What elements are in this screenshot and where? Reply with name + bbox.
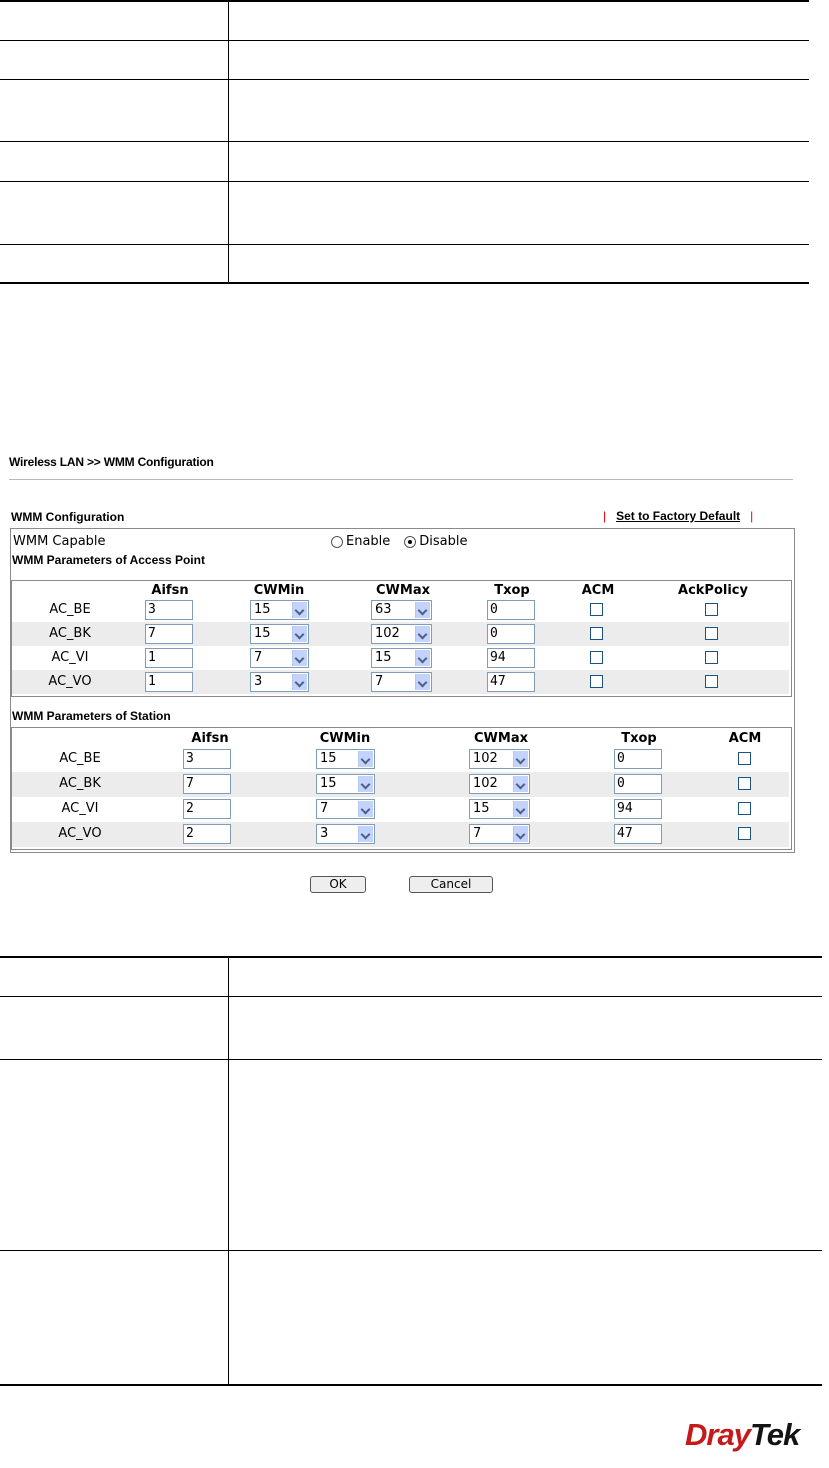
select-value: 7	[320, 801, 329, 816]
sta-cwmin-select[interactable]	[316, 774, 375, 794]
sta-aifsn-input[interactable]: 2	[183, 799, 231, 819]
ap-row-label: AC_BE	[49, 602, 91, 617]
title-divider	[9, 479, 793, 480]
ap-acm-checkbox[interactable]	[590, 603, 603, 616]
select-value: 7	[473, 826, 482, 841]
ap-acm-checkbox[interactable]	[590, 675, 603, 688]
select-value: 15	[375, 650, 392, 665]
enable-radio[interactable]	[331, 536, 343, 548]
sta-row-label: AC_BE	[59, 751, 101, 766]
sta-txop-input[interactable]: 47	[614, 824, 662, 844]
table-row	[12, 747, 789, 772]
ap-cwmax-select[interactable]	[371, 600, 432, 620]
chevron-down-icon[interactable]	[292, 674, 307, 690]
table-rule	[0, 40, 809, 41]
ap-row-label: AC_VO	[48, 674, 92, 689]
ap-cwmax-select[interactable]	[371, 648, 432, 668]
wmm-configuration-screen	[0, 450, 829, 910]
chevron-down-icon[interactable]	[358, 826, 373, 842]
select-value: 3	[254, 674, 263, 689]
ap-ackpolicy-checkbox[interactable]	[705, 675, 718, 688]
sta-header-acm: ACM	[728, 731, 762, 746]
chevron-down-icon[interactable]	[513, 751, 528, 767]
page-title: Wireless LAN >> WMM Configuration	[9, 455, 214, 469]
table-row	[12, 772, 789, 797]
ap-acm-checkbox[interactable]	[590, 651, 603, 664]
table-rule	[0, 1250, 822, 1251]
sta-row-label: AC_BK	[59, 776, 101, 791]
sta-aifsn-input[interactable]: 2	[183, 824, 231, 844]
select-value: 15	[320, 776, 337, 791]
chevron-down-icon[interactable]	[358, 776, 373, 792]
sta-header-txop: Txop	[621, 731, 657, 746]
sta-acm-checkbox[interactable]	[738, 827, 751, 840]
ap-cwmin-select[interactable]	[250, 672, 309, 692]
cancel-button[interactable]: Cancel	[409, 876, 493, 893]
ap-cwmin-select[interactable]	[250, 600, 309, 620]
table-rule	[0, 79, 809, 80]
chevron-down-icon[interactable]	[358, 801, 373, 817]
logo-part-dray: Dray	[685, 1417, 750, 1452]
disable-radio[interactable]	[404, 536, 416, 548]
set-factory-default-link[interactable]: Set to Factory Default	[616, 509, 741, 523]
separator: |	[603, 509, 607, 523]
sta-row-label: AC_VO	[58, 826, 102, 841]
ap-aifsn-input[interactable]: 1	[145, 648, 193, 668]
sta-acm-checkbox[interactable]	[738, 752, 751, 765]
ap-header-cwmax: CWMax	[376, 583, 430, 598]
access-point-title: WMM Parameters of Access Point	[12, 553, 205, 567]
disable-radio-label[interactable]: Disable	[419, 534, 468, 549]
wmm-capable-radio-group	[331, 534, 482, 549]
table-rule	[0, 282, 809, 284]
chevron-down-icon[interactable]	[415, 626, 430, 642]
ap-cwmin-select[interactable]	[250, 648, 309, 668]
ap-header-aifsn: Aifsn	[151, 583, 189, 598]
sta-cwmax-select[interactable]	[469, 749, 530, 769]
ap-header-acm: ACM	[581, 583, 615, 598]
ap-header-ackpolicy: AckPolicy	[678, 583, 748, 598]
factory-default-area	[603, 509, 753, 523]
table-row	[12, 797, 789, 822]
select-value: 15	[473, 801, 490, 816]
draytek-logo	[685, 1417, 799, 1453]
table-rule	[0, 996, 822, 997]
ap-cwmax-select[interactable]	[371, 672, 432, 692]
ap-header-txop: Txop	[494, 583, 530, 598]
ap-row-label: AC_VI	[51, 650, 89, 665]
sta-cwmax-select[interactable]	[469, 774, 530, 794]
table-row	[12, 822, 789, 847]
select-value: 3	[320, 826, 329, 841]
logo-part-tek: Tek	[749, 1417, 800, 1452]
ap-txop-input[interactable]: 47	[487, 672, 535, 692]
ap-txop-input[interactable]: 94	[487, 648, 535, 668]
sta-acm-checkbox[interactable]	[738, 777, 751, 790]
sta-txop-input[interactable]: 94	[614, 799, 662, 819]
chevron-down-icon[interactable]	[415, 674, 430, 690]
ap-cwmin-select[interactable]	[250, 624, 309, 644]
ap-aifsn-input[interactable]: 3	[145, 600, 193, 620]
enable-radio-label[interactable]: Enable	[346, 534, 391, 549]
sta-acm-checkbox[interactable]	[738, 802, 751, 815]
select-value: 102	[473, 776, 498, 791]
chevron-down-icon[interactable]	[415, 602, 430, 618]
ap-cwmax-select[interactable]	[371, 624, 432, 644]
sta-header-aifsn: Aifsn	[191, 731, 229, 746]
sta-cwmin-select[interactable]	[316, 799, 375, 819]
table-rule	[0, 1059, 822, 1060]
ap-ackpolicy-checkbox[interactable]	[705, 627, 718, 640]
table-rule	[0, 1384, 822, 1386]
table-rule	[0, 244, 809, 245]
chevron-down-icon[interactable]	[358, 751, 373, 767]
sta-header-cwmax: CWMax	[474, 731, 528, 746]
ap-header-cwmin: CWMin	[253, 583, 305, 598]
select-value: 15	[320, 751, 337, 766]
select-value: 63	[375, 602, 392, 617]
ap-aifsn-input[interactable]: 7	[145, 624, 193, 644]
sta-cwmin-select[interactable]	[316, 824, 375, 844]
sta-txop-input[interactable]: 0	[614, 774, 662, 794]
ap-ackpolicy-checkbox[interactable]	[705, 651, 718, 664]
table-rule	[0, 0, 809, 2]
sta-cwmax-select[interactable]	[469, 799, 530, 819]
select-value: 102	[375, 626, 400, 641]
station-title: WMM Parameters of Station	[12, 709, 171, 723]
table-column-divider	[228, 956, 229, 1386]
top-description-table	[0, 0, 809, 284]
ok-button[interactable]: OK	[310, 876, 366, 893]
ap-ackpolicy-checkbox[interactable]	[705, 603, 718, 616]
sta-aifsn-input[interactable]: 7	[183, 774, 231, 794]
sta-aifsn-input[interactable]: 3	[183, 749, 231, 769]
table-rule	[0, 181, 809, 182]
chevron-down-icon[interactable]	[513, 826, 528, 842]
ap-txop-input[interactable]: 0	[487, 600, 535, 620]
chevron-down-icon[interactable]	[513, 776, 528, 792]
table-rule	[0, 141, 809, 142]
ap-acm-checkbox[interactable]	[590, 627, 603, 640]
chevron-down-icon[interactable]	[292, 602, 307, 618]
chevron-down-icon[interactable]	[415, 650, 430, 666]
chevron-down-icon[interactable]	[292, 626, 307, 642]
chevron-down-icon[interactable]	[513, 801, 528, 817]
section-title: WMM Configuration	[11, 510, 125, 524]
ap-row-label: AC_BK	[49, 626, 91, 641]
separator: |	[750, 509, 754, 523]
sta-txop-input[interactable]: 0	[614, 749, 662, 769]
select-value: 7	[375, 674, 384, 689]
table-rule	[0, 956, 822, 958]
sta-header-cwmin: CWMin	[319, 731, 371, 746]
select-value: 15	[254, 626, 271, 641]
chevron-down-icon[interactable]	[292, 650, 307, 666]
select-value: 102	[473, 751, 498, 766]
ap-aifsn-input[interactable]: 1	[145, 672, 193, 692]
sta-row-label: AC_VI	[61, 801, 99, 816]
select-value: 7	[254, 650, 263, 665]
select-value: 15	[254, 602, 271, 617]
table-column-divider	[228, 0, 229, 284]
sta-cwmax-select[interactable]	[469, 824, 530, 844]
ap-txop-input[interactable]: 0	[487, 624, 535, 644]
sta-cwmin-select[interactable]	[316, 749, 375, 769]
wmm-capable-label: WMM Capable	[13, 534, 106, 549]
